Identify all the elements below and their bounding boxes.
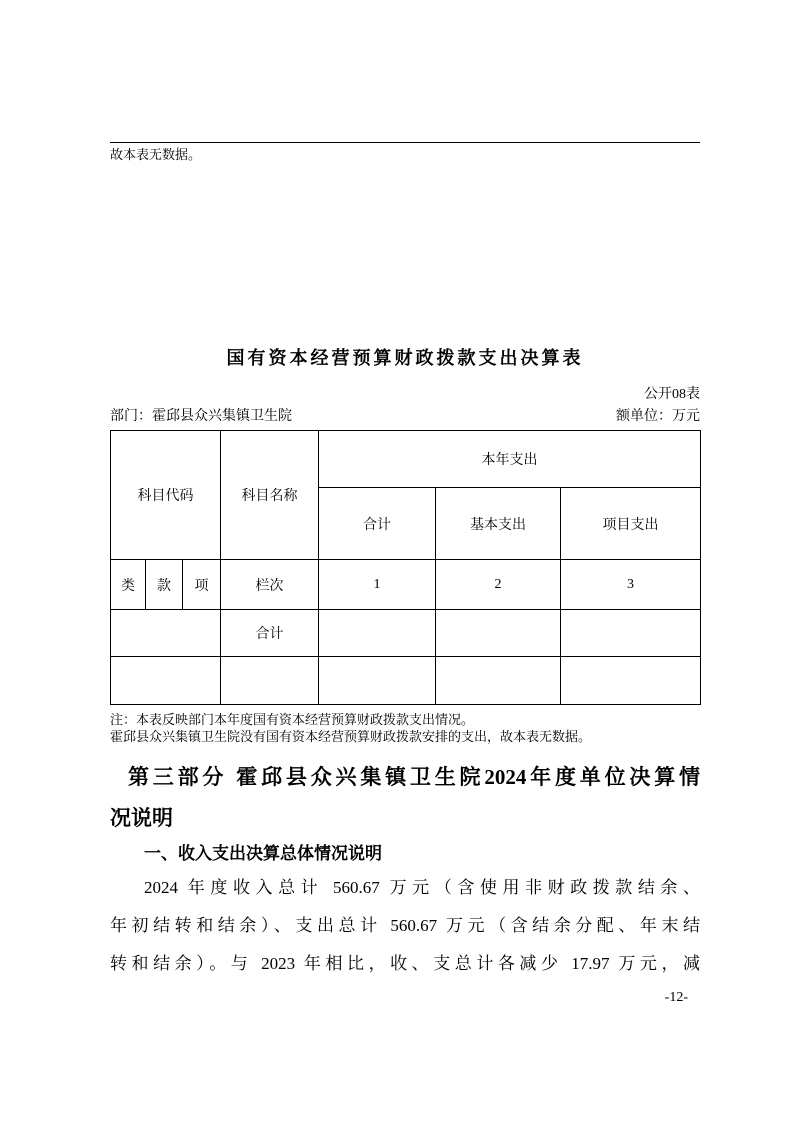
section-heading-line2: 况说明 [110, 806, 173, 830]
table-cell-total-label: 合计 [221, 610, 319, 657]
table-cell-class: 类 [111, 560, 146, 610]
table-cell-section: 款 [146, 560, 183, 610]
previous-table-bottom-rule [110, 142, 700, 143]
table-row-total [111, 610, 701, 657]
subsection-heading: 一、收入支出决算总体情况说明 [144, 844, 382, 863]
table-cell-empty [111, 610, 221, 657]
table-title: 国有资本经营预算财政拨款支出决算表 [226, 348, 584, 368]
table-row-empty [111, 657, 701, 705]
table-header-row-1 [111, 431, 701, 488]
unit-label: 额单位：万元 [616, 409, 700, 424]
table-meta-row [110, 405, 700, 425]
table-cell-empty [561, 657, 701, 705]
table-header-cell-total: 合计 [319, 488, 436, 560]
table-code-label: 公开08表 [644, 387, 700, 402]
page-number: -12- [664, 990, 688, 1005]
section-heading-line1: 第三部分 霍邱县众兴集镇卫生院2024年度单位决算情 [128, 765, 700, 789]
table-header-cell-basic-expenditure: 基本支出 [436, 488, 561, 560]
table-cell-empty [436, 610, 561, 657]
table-cell-empty [319, 657, 436, 705]
table-header-cell-subject-code: 科目代码 [111, 431, 221, 560]
table-cell-empty [436, 657, 561, 705]
table-cell-empty [221, 657, 319, 705]
table-cell-empty [111, 657, 221, 705]
table-header-cell-project-expenditure: 项目支出 [561, 488, 701, 560]
section-heading [110, 757, 700, 839]
department-label: 部门：霍邱县众兴集镇卫生院 [110, 409, 292, 424]
table-cell-rank-1: 1 [319, 560, 436, 610]
table-note-line2: 霍邱县众兴集镇卫生院没有国有资本经营预算财政拨款安排的支出，故本表无数据。 [110, 729, 592, 744]
table-cell-empty [561, 610, 701, 657]
body-line-2: 年初结转和结余）、支出总计 560.67 万元（含结余分配、年末结 [110, 916, 700, 935]
table-cell-empty [319, 610, 436, 657]
body-line-3: 转和结余）。与 2023 年相比，收、支总计各减少 17.97 万元，减 [110, 954, 700, 973]
table-header-cell-current-year-expenditure: 本年支出 [319, 431, 701, 488]
table-cell-rank-label: 栏次 [221, 560, 319, 610]
table-cell-item: 项 [183, 560, 221, 610]
table-row-column-index [111, 560, 701, 610]
table-header-cell-subject-name: 科目名称 [221, 431, 319, 560]
table-cell-rank-2: 2 [436, 560, 561, 610]
budget-table [110, 430, 701, 705]
table-note-line1: 注：本表反映部门本年度国有资本经营预算财政拨款支出情况。 [110, 712, 475, 727]
body-line-1: 2024 年度收入总计 560.67 万元（含使用非财政拨款结余、 [144, 878, 700, 897]
no-data-note: 故本表无数据。 [110, 147, 202, 162]
table-cell-rank-3: 3 [561, 560, 701, 610]
body-paragraph [110, 869, 700, 983]
